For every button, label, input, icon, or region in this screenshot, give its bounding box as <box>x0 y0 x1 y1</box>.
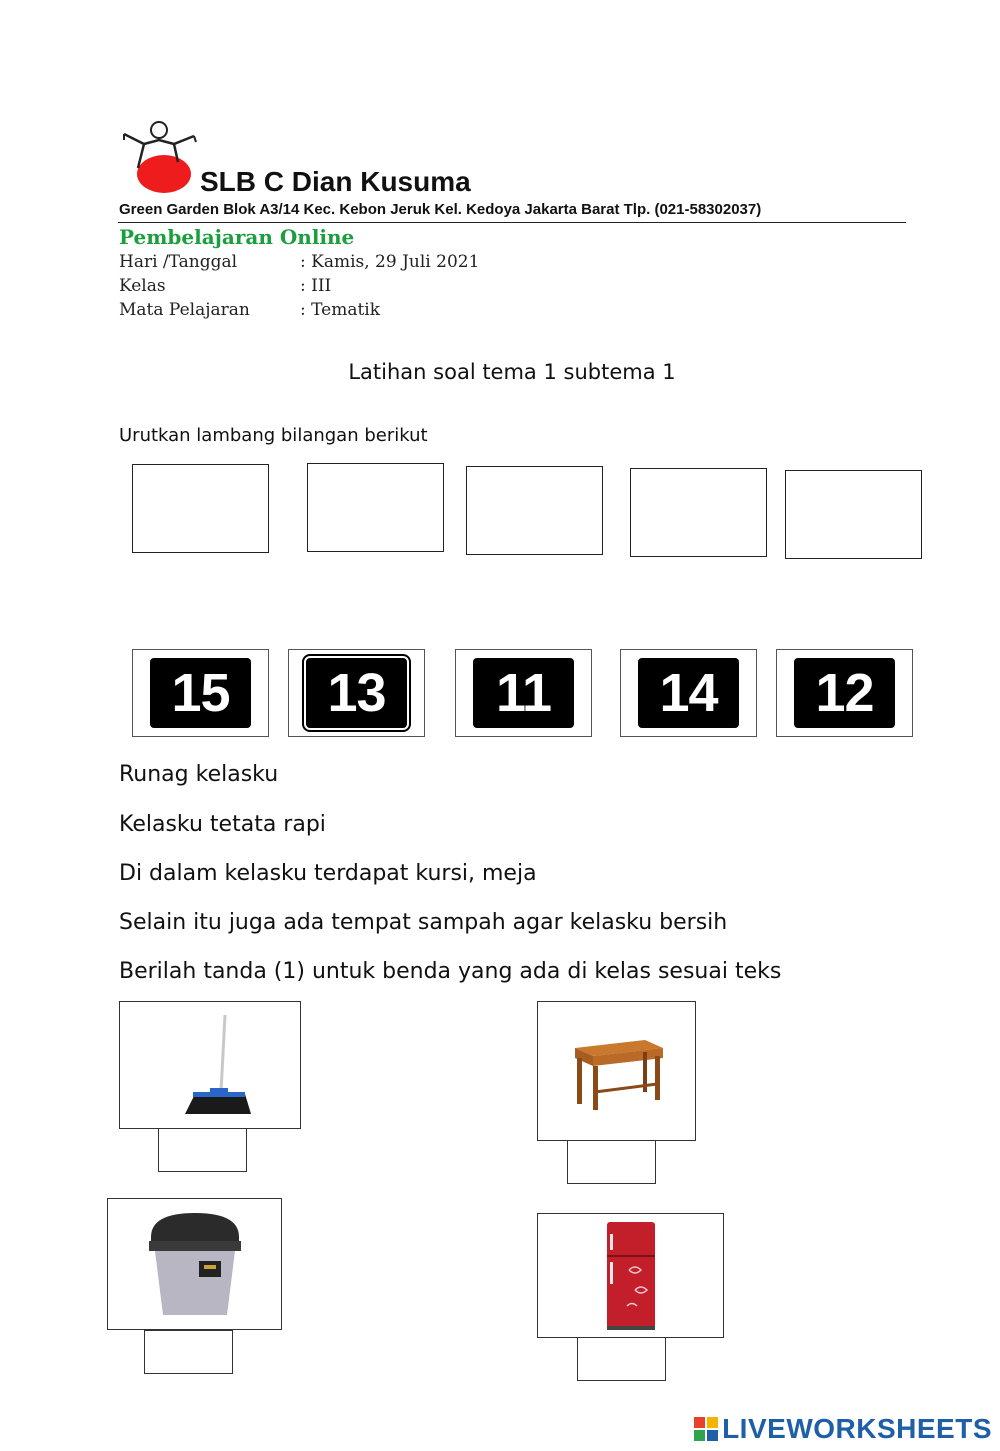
number-card[interactable] <box>288 649 425 737</box>
checkbox-trash-bin[interactable] <box>144 1330 233 1374</box>
liveworksheets-logo-icon <box>694 1417 718 1441</box>
answer-slot-2[interactable] <box>307 463 444 552</box>
meta-value-date: : Kamis, 29 Juli 2021 <box>300 252 480 272</box>
reading-line: Di dalam kelasku terdapat kursi, meja <box>119 861 537 886</box>
number-card[interactable] <box>455 649 592 737</box>
number-card[interactable] <box>620 649 757 737</box>
answer-slot-5[interactable] <box>785 470 922 559</box>
number-card[interactable] <box>132 649 269 737</box>
reading-line: Kelasku tetata rapi <box>119 812 326 837</box>
item-image-trash-bin <box>107 1198 282 1330</box>
item-image-refrigerator <box>537 1213 724 1338</box>
reading-line: Berilah tanda (1) untuk benda yang ada di kelas sesuai teks <box>119 959 782 984</box>
school-name: SLB C Dian Kusuma <box>200 166 471 197</box>
school-logo-icon <box>118 118 200 196</box>
meta-value-subject: : Tematik <box>300 300 381 320</box>
worksheet-title: Latihan soal tema 1 subtema 1 <box>348 360 676 384</box>
checkbox-broom[interactable] <box>158 1128 247 1172</box>
meta-label-date: Hari /Tanggal <box>119 252 238 272</box>
desk-icon <box>567 1026 667 1116</box>
answer-slot-1[interactable] <box>132 464 269 553</box>
reading-line: Runag kelasku <box>119 762 279 787</box>
broom-icon <box>165 1010 255 1120</box>
meta-label-class: Kelas <box>119 276 166 296</box>
header-divider <box>118 222 906 223</box>
refrigerator-icon <box>601 1220 661 1332</box>
item-image-broom <box>119 1001 301 1129</box>
number-card-value: 14 <box>638 658 739 728</box>
number-card-value: 11 <box>473 658 574 728</box>
answer-slot-4[interactable] <box>630 468 767 557</box>
school-address: Green Garden Blok A3/14 Kec. Kebon Jeruk Kel. Kedoya Jakarta Barat Tlp. (021-58302037) <box>119 201 762 218</box>
checkbox-desk[interactable] <box>567 1140 656 1184</box>
order-instruction: Urutkan lambang bilangan berikut <box>119 425 428 446</box>
item-image-desk <box>537 1001 696 1141</box>
meta-value-class: : III <box>300 276 332 296</box>
checkbox-refrigerator[interactable] <box>577 1337 666 1381</box>
number-card-value: 12 <box>794 658 895 728</box>
trash-bin-icon <box>145 1209 245 1319</box>
liveworksheets-brand[interactable] <box>694 1413 992 1445</box>
answer-slot-3[interactable] <box>466 466 603 555</box>
online-label: Pembelajaran Online <box>119 225 355 249</box>
reading-line: Selain itu juga ada tempat sampah agar kelasku bersih <box>119 910 728 935</box>
number-card-value: 15 <box>150 658 251 728</box>
liveworksheets-text: LIVEWORKSHEETS <box>722 1413 992 1444</box>
number-card-value: 13 <box>306 658 407 728</box>
meta-label-subject: Mata Pelajaran <box>119 300 250 320</box>
number-card[interactable] <box>776 649 913 737</box>
